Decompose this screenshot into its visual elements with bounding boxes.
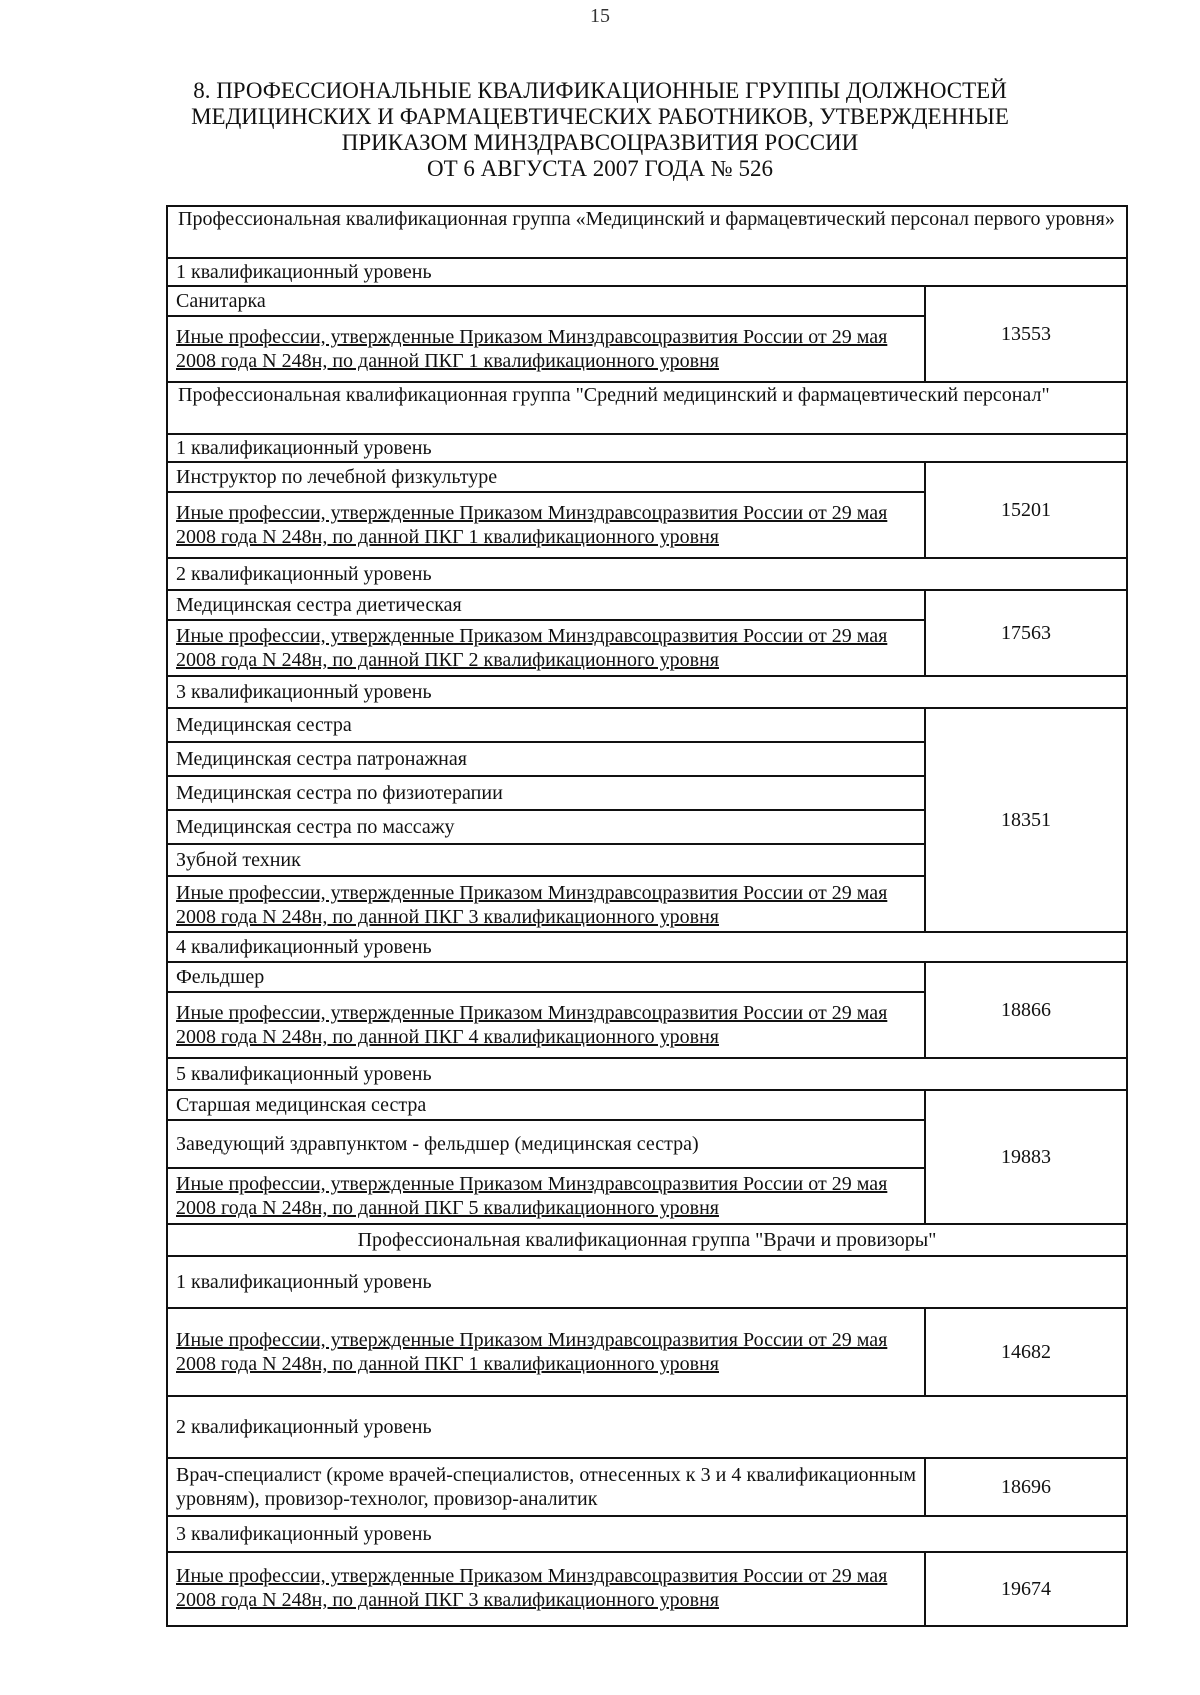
position-item: Фельдшер — [168, 963, 924, 993]
position-item: Заведующий здравпунктом - фельдшер (медицинская сестра) — [168, 1121, 924, 1169]
title-line: ПРИКАЗОМ МИНЗДРАВСОЦРАЗВИТИЯ РОССИИ — [341, 130, 859, 155]
group-header: Профессиональная квалификационная группа "Врачи и провизоры" — [168, 1225, 1126, 1257]
salary-value: 18866 — [1001, 999, 1051, 1021]
level-header: 2 квалификационный уровень — [168, 559, 1126, 591]
position-item: Врач-специалист (кроме врачей-специалистов, отнесенных к 3 и 4 квалификационным уровням), провизор-технолог, провизор-аналитик — [176, 1464, 916, 1510]
level-header: 4 квалификационный уровень — [168, 933, 1126, 963]
level-block — [168, 1553, 1126, 1625]
position-item: Иные профессии, утвержденные Приказом Минздравсоцразвития России от 29 мая 2008 года N 248н, по данной ПКГ 1 квалификационного уровня — [176, 502, 888, 548]
position-item: Зубной техник — [168, 845, 924, 877]
position-item: Медицинская сестра патронажная — [168, 743, 924, 777]
level-header: 1 квалификационный уровень — [168, 435, 1126, 463]
position-item: Санитарка — [168, 287, 924, 317]
group-header: Профессиональная квалификационная группа "Средний медицинский и фармацевтический персонал" — [168, 383, 1126, 435]
level-block — [168, 463, 1126, 559]
position-item: Иные профессии, утвержденные Приказом Минздравсоцразвития России от 29 мая 2008 года N 248н, по данной ПКГ 4 квалификационного уровня — [176, 1002, 888, 1048]
position-item: Медицинская сестра — [168, 709, 924, 743]
document-title — [150, 78, 1050, 182]
position-item: Иные профессии, утвержденные Приказом Минздравсоцразвития России от 29 мая 2008 года N 248н, по данной ПКГ 5 квалификационного уровня — [176, 1173, 888, 1219]
salary-value: 18696 — [1001, 1476, 1051, 1498]
salary-value: 15201 — [1001, 499, 1051, 521]
level-header: 1 квалификационный уровень — [168, 259, 1126, 287]
title-line: МЕДИЦИНСКИХ И ФАРМАЦЕВТИЧЕСКИХ РАБОТНИКОВ, УТВЕРЖДЕННЫЕ — [191, 104, 1009, 129]
position-item: Иные профессии, утвержденные Приказом Минздравсоцразвития России от 29 мая 2008 года N 248н, по данной ПКГ 2 квалификационного уровня — [176, 625, 888, 671]
salary-value: 17563 — [1001, 622, 1051, 644]
title-line: ОТ 6 АВГУСТА 2007 ГОДА № 526 — [427, 156, 773, 181]
position-item: Иные профессии, утвержденные Приказом Минздравсоцразвития России от 29 мая 2008 года N 248н, по данной ПКГ 1 квалификационного уровня — [176, 1329, 888, 1375]
level-block — [168, 963, 1126, 1059]
group-header: Профессиональная квалификационная группа «Медицинский и фармацевтический персонал первого уровня» — [168, 207, 1126, 259]
level-block — [168, 287, 1126, 383]
level-header: 5 квалификационный уровень — [168, 1059, 1126, 1091]
level-header: 2 квалификационный уровень — [168, 1397, 1126, 1459]
position-item: Старшая медицинская сестра — [168, 1091, 924, 1121]
salary-value: 14682 — [1001, 1341, 1051, 1363]
level-header: 1 квалификационный уровень — [168, 1257, 1126, 1309]
level-block — [168, 1459, 1126, 1517]
position-item: Иные профессии, утвержденные Приказом Минздравсоцразвития России от 29 мая 2008 года N 248н, по данной ПКГ 3 квалификационного уровня — [176, 1565, 888, 1611]
qualification-table — [166, 205, 1128, 1627]
level-block — [168, 1091, 1126, 1225]
level-block — [168, 1309, 1126, 1397]
position-item: Медицинская сестра по физиотерапии — [168, 777, 924, 811]
title-line: 8. ПРОФЕССИОНАЛЬНЫЕ КВАЛИФИКАЦИОННЫЕ ГРУППЫ ДОЛЖНОСТЕЙ — [193, 78, 1007, 103]
salary-value: 13553 — [1001, 323, 1051, 345]
level-header: 3 квалификационный уровень — [168, 1517, 1126, 1553]
page-number: 15 — [590, 5, 610, 27]
salary-value: 19674 — [1001, 1578, 1051, 1600]
level-header: 3 квалификационный уровень — [168, 677, 1126, 709]
salary-value: 19883 — [1001, 1146, 1051, 1168]
position-item: Иные профессии, утвержденные Приказом Минздравсоцразвития России от 29 мая 2008 года N 248н, по данной ПКГ 3 квалификационного уровня — [176, 882, 888, 928]
salary-value: 18351 — [1001, 809, 1051, 831]
position-item: Инструктор по лечебной физкультуре — [168, 463, 924, 493]
level-block — [168, 591, 1126, 677]
position-item: Иные профессии, утвержденные Приказом Минздравсоцразвития России от 29 мая 2008 года N 248н, по данной ПКГ 1 квалификационного уровня — [176, 326, 888, 372]
position-item: Медицинская сестра по массажу — [168, 811, 924, 845]
position-item: Медицинская сестра диетическая — [168, 591, 924, 621]
level-block — [168, 709, 1126, 933]
